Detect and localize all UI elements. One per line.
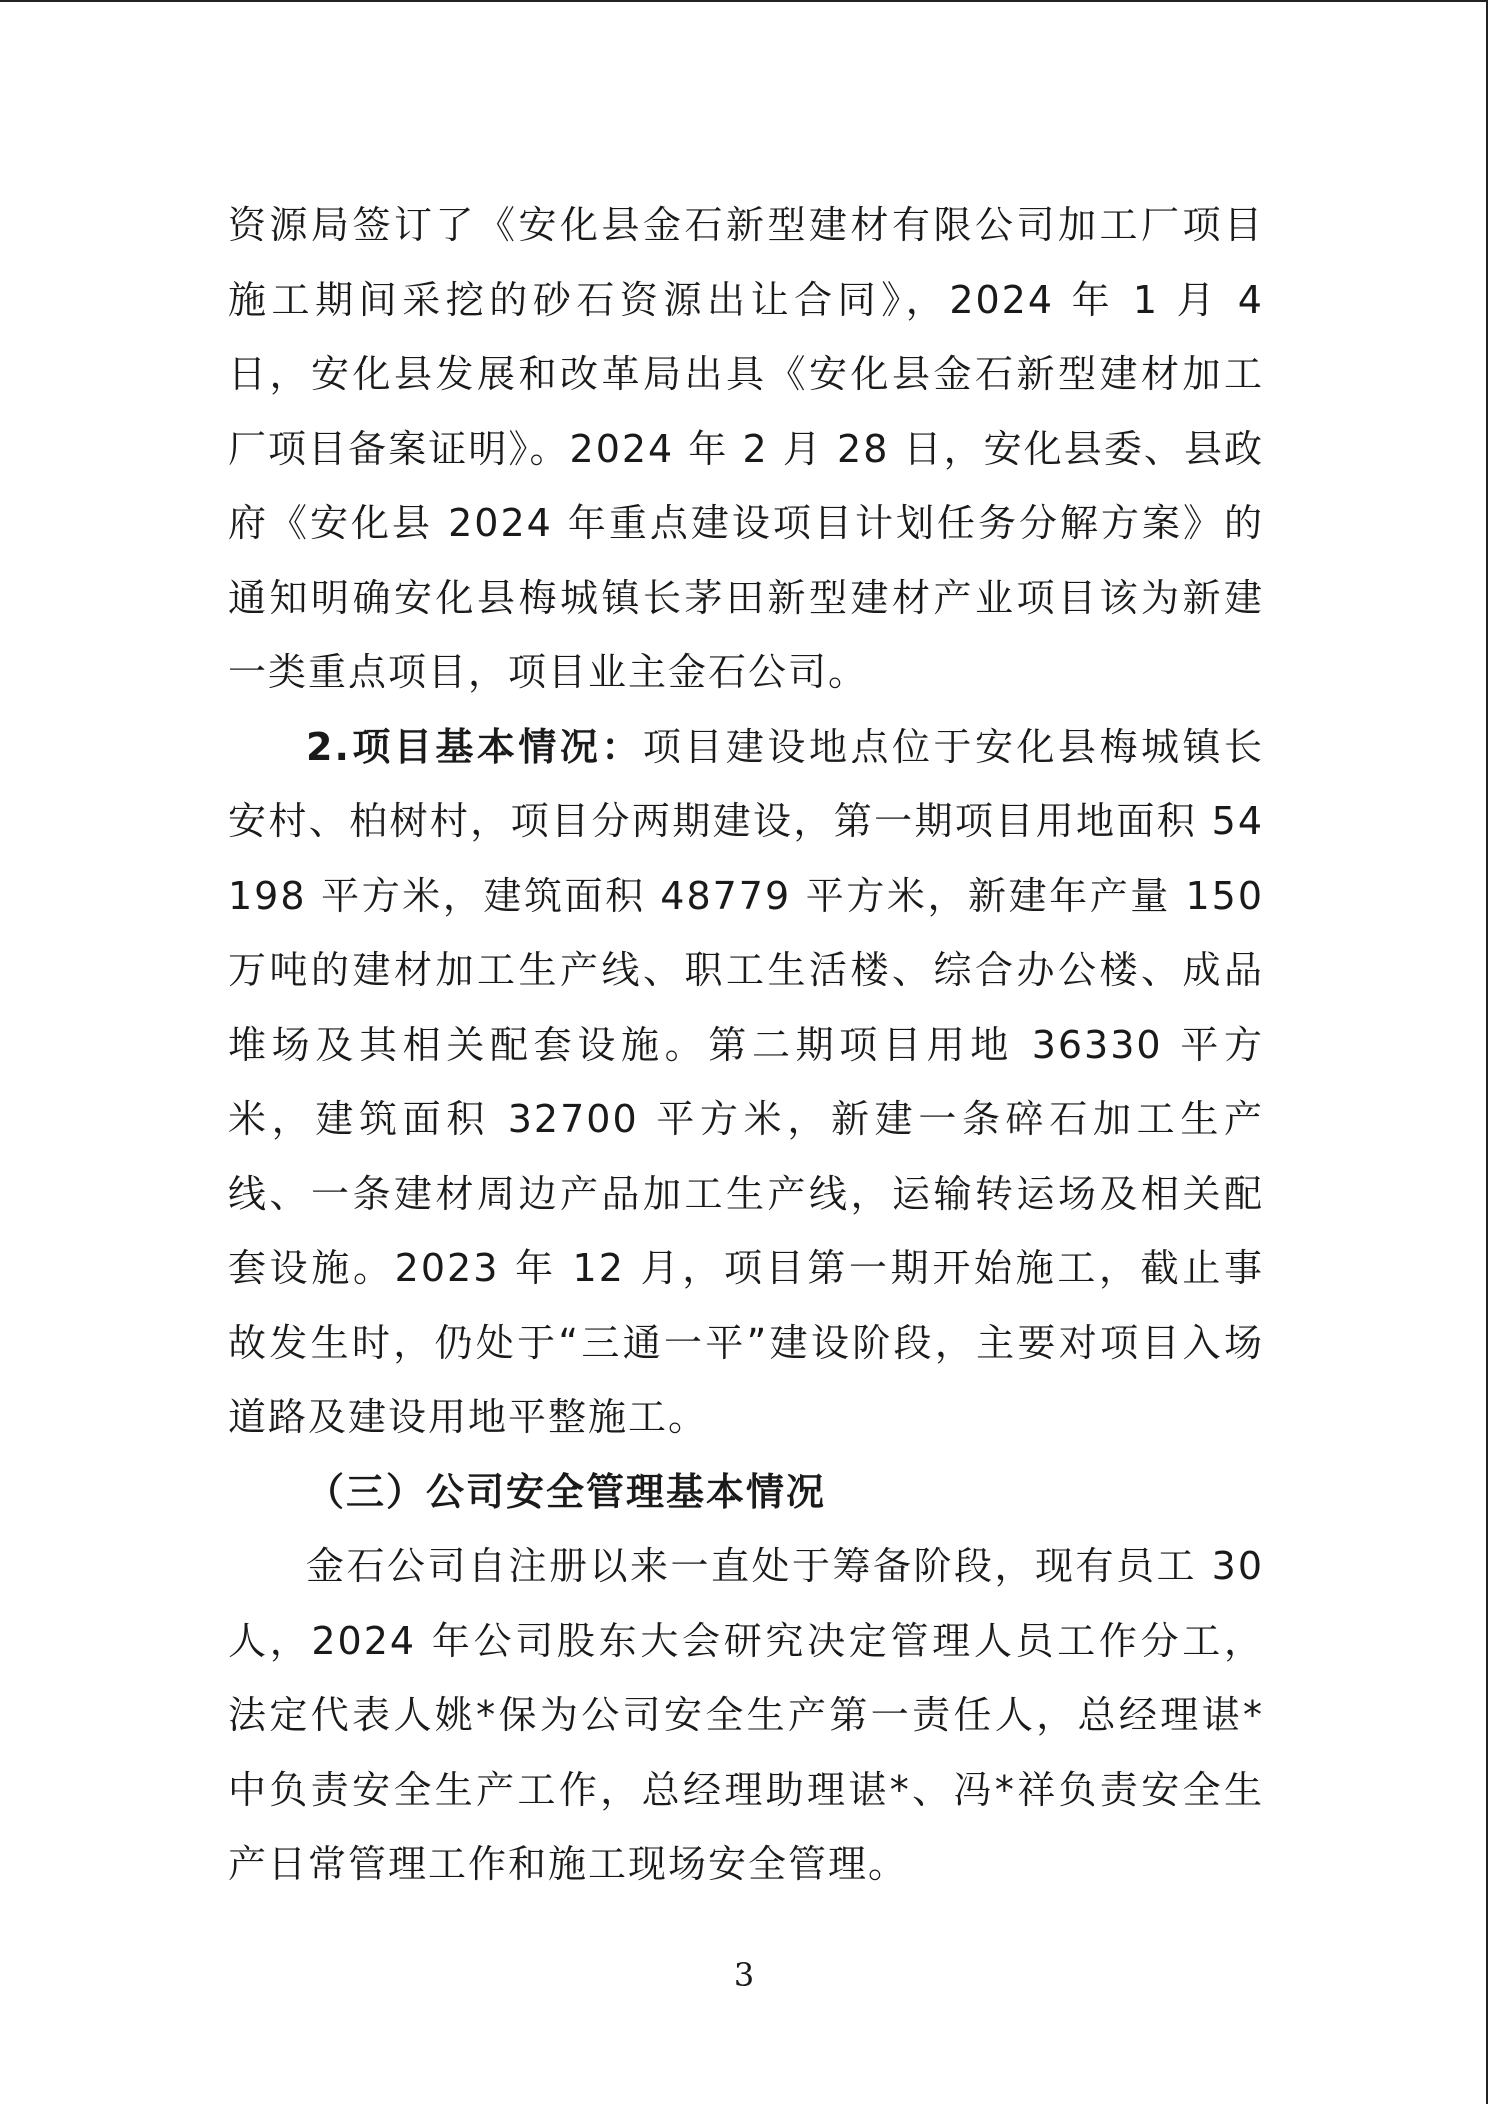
- project-basics-text: 项目建设地点位于安化县梅城镇长安村、柏树村，项目分两期建设，第一期项目用地面积 54198 平方米，建筑面积 48779 平方米，新建年产量 150 万吨的建材加工生产线、职工生活楼、综合办公楼、成品堆场及其相关配套设施。第二期项目用地 36330 平方米，建筑面积 32700 平方米，新建一条碎石加工生产线、一条建材周边产品加工生产线，运输转运场及相关配套设施。2023 年 12 月，项目第一期开始施工，截止事故发生时，仍处于“三通一平”建设阶段，主要对项目入场道路及建设用地平整施工。: [228, 724, 1264, 1439]
- paragraph-contract-info: 资源局签订了《安化县金石新型建材有限公司加工厂项目施工期间采挖的砂石资源出让合同》，2024 年 1 月 4 日，安化县发展和改革局出具《安化县金石新型建材加工厂项目备案证明》。2024 年 2 月 28 日，安化县委、县政府《安化县 2024 年重点建设项目计划任务分解方案》的通知明确安化县梅城镇长茅田新型建材产业项目该为新建一类重点项目，项目业主金石公司。: [228, 203, 1264, 694]
- paragraph-safety-management: 金石公司自注册以来一直处于筹备阶段，现有员工 30 人，2024 年公司股东大会研究决定管理人员工作分工，法定代表人姚*保为公司安全生产第一责任人，总经理谌*中负责安全生产工作，总经理助理谌*、冯*祥负责安全生产日常管理工作和施工现场安全管理。: [228, 1544, 1264, 1886]
- paragraph-project-basics: [228, 710, 1264, 1455]
- section-heading-safety-management: （三）公司安全管理基本情况: [306, 1469, 827, 1514]
- project-basics-heading: 2.项目基本情况：: [306, 724, 643, 769]
- page-border-top: [0, 0, 1488, 2]
- document-body: [228, 188, 1264, 1902]
- page-number: 3: [733, 1956, 755, 1994]
